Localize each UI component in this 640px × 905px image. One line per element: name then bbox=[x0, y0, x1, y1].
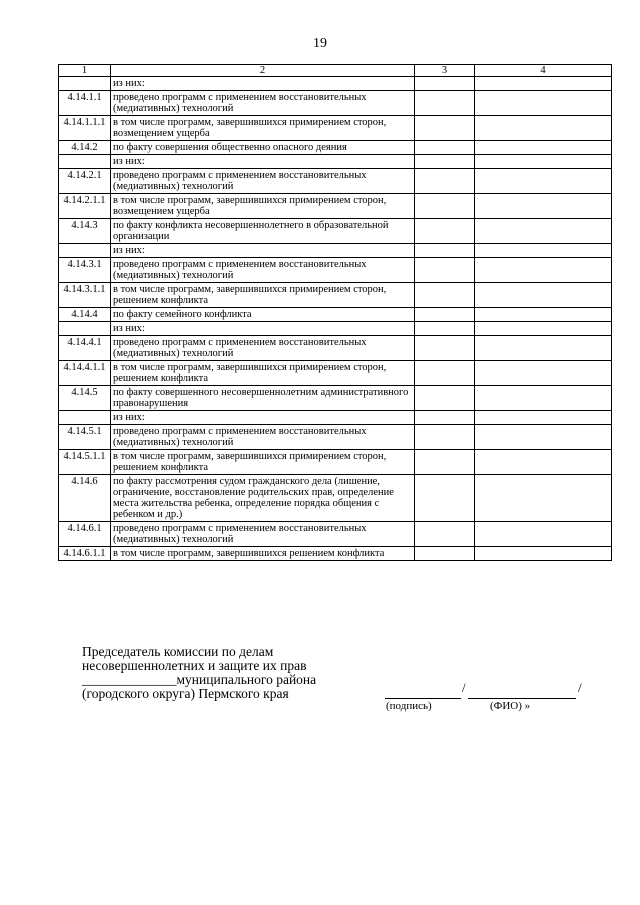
table-row bbox=[59, 411, 612, 425]
row-value-col-3 bbox=[415, 336, 475, 361]
row-number: 4.14.4.1.1 bbox=[59, 361, 111, 386]
row-number: 4.14.2.1 bbox=[59, 169, 111, 194]
header-col-3: 3 bbox=[415, 65, 475, 77]
row-value-col-4 bbox=[475, 361, 612, 386]
row-value-col-3 bbox=[415, 219, 475, 244]
report-table bbox=[58, 64, 612, 561]
row-description: по факту совершенного несовершеннолетним административного правонарушения bbox=[111, 386, 415, 411]
row-value-col-3 bbox=[415, 386, 475, 411]
row-number bbox=[59, 244, 111, 258]
row-value-col-3 bbox=[415, 450, 475, 475]
row-value-col-4 bbox=[475, 322, 612, 336]
table-row bbox=[59, 155, 612, 169]
row-number bbox=[59, 322, 111, 336]
row-number bbox=[59, 411, 111, 425]
row-value-col-3 bbox=[415, 322, 475, 336]
row-value-col-3 bbox=[415, 141, 475, 155]
row-description: проведено программ с применением восстановительных (медиативных) технологий bbox=[111, 522, 415, 547]
row-description: по факту конфликта несовершеннолетнего в образовательной организации bbox=[111, 219, 415, 244]
table-row bbox=[59, 258, 612, 283]
row-description: в том числе программ, завершившихся примирением сторон, решением конфликта bbox=[111, 361, 415, 386]
table-row bbox=[59, 336, 612, 361]
row-value-col-3 bbox=[415, 244, 475, 258]
row-value-col-3 bbox=[415, 155, 475, 169]
header-col-1: 1 bbox=[59, 65, 111, 77]
row-description: проведено программ с применением восстановительных (медиативных) технологий bbox=[111, 425, 415, 450]
table-row bbox=[59, 194, 612, 219]
row-number bbox=[59, 77, 111, 91]
row-value-col-4 bbox=[475, 547, 612, 561]
row-number: 4.14.3 bbox=[59, 219, 111, 244]
row-number: 4.14.1.1 bbox=[59, 91, 111, 116]
row-value-col-3 bbox=[415, 283, 475, 308]
row-value-col-4 bbox=[475, 411, 612, 425]
row-value-col-4 bbox=[475, 219, 612, 244]
table-row bbox=[59, 169, 612, 194]
row-value-col-3 bbox=[415, 258, 475, 283]
row-value-col-4 bbox=[475, 155, 612, 169]
row-value-col-3 bbox=[415, 308, 475, 322]
row-description: из них: bbox=[111, 322, 415, 336]
row-number: 4.14.2 bbox=[59, 141, 111, 155]
row-description: в том числе программ, завершившихся примирением сторон, возмещением ущерба bbox=[111, 116, 415, 141]
row-description: в том числе программ, завершившихся примирением сторон, решением конфликта bbox=[111, 450, 415, 475]
row-value-col-3 bbox=[415, 547, 475, 561]
row-value-col-4 bbox=[475, 386, 612, 411]
row-value-col-4 bbox=[475, 91, 612, 116]
signature-slash-2: / bbox=[578, 680, 582, 695]
signature-line-3: ______________муниципального района bbox=[82, 672, 317, 687]
signature-line-2: несовершеннолетних и защите их прав bbox=[82, 658, 307, 673]
page-number: 19 bbox=[313, 36, 327, 51]
row-number: 4.14.3.1.1 bbox=[59, 283, 111, 308]
row-description: проведено программ с применением восстановительных (медиативных) технологий bbox=[111, 91, 415, 116]
name-caption: (ФИО) » bbox=[490, 700, 531, 712]
signature-line-4: (городского округа) Пермского края bbox=[82, 686, 289, 701]
row-description: из них: bbox=[111, 244, 415, 258]
row-value-col-3 bbox=[415, 194, 475, 219]
table-row bbox=[59, 308, 612, 322]
row-description: из них: bbox=[111, 77, 415, 91]
row-value-col-4 bbox=[475, 336, 612, 361]
row-value-col-4 bbox=[475, 244, 612, 258]
row-number: 4.14.4.1 bbox=[59, 336, 111, 361]
row-number: 4.14.6.1 bbox=[59, 522, 111, 547]
table-row bbox=[59, 425, 612, 450]
table-body bbox=[59, 77, 612, 561]
row-description: в том числе программ, завершившихся решением конфликта bbox=[111, 547, 415, 561]
row-number: 4.14.3.1 bbox=[59, 258, 111, 283]
table-row bbox=[59, 522, 612, 547]
table-row bbox=[59, 450, 612, 475]
table-row bbox=[59, 386, 612, 411]
row-number: 4.14.2.1.1 bbox=[59, 194, 111, 219]
table-row bbox=[59, 91, 612, 116]
row-value-col-4 bbox=[475, 194, 612, 219]
row-value-col-4 bbox=[475, 169, 612, 194]
row-value-col-3 bbox=[415, 91, 475, 116]
row-value-col-3 bbox=[415, 411, 475, 425]
row-number: 4.14.5.1.1 bbox=[59, 450, 111, 475]
table-row bbox=[59, 322, 612, 336]
row-value-col-3 bbox=[415, 425, 475, 450]
header-col-2: 2 bbox=[111, 65, 415, 77]
row-value-col-4 bbox=[475, 522, 612, 547]
row-description: по факту совершения общественно опасного деяния bbox=[111, 141, 415, 155]
table-row bbox=[59, 244, 612, 258]
row-value-col-4 bbox=[475, 258, 612, 283]
row-description: по факту рассмотрения судом гражданского дела (лишение, ограничение, восстановление родительских прав, определение места жительства ребенка, определение порядка общения с ребенком и др.) bbox=[111, 475, 415, 522]
signature-line-1: Председатель комиссии по делам bbox=[82, 644, 274, 659]
row-value-col-4 bbox=[475, 475, 612, 522]
row-value-col-4 bbox=[475, 77, 612, 91]
row-description: в том числе программ, завершившихся примирением сторон, возмещением ущерба bbox=[111, 194, 415, 219]
row-value-col-3 bbox=[415, 522, 475, 547]
table-row bbox=[59, 283, 612, 308]
name-blank-line bbox=[468, 698, 576, 699]
row-description: по факту семейного конфликта bbox=[111, 308, 415, 322]
row-number: 4.14.5 bbox=[59, 386, 111, 411]
row-value-col-4 bbox=[475, 308, 612, 322]
table-row bbox=[59, 219, 612, 244]
row-number: 4.14.5.1 bbox=[59, 425, 111, 450]
row-description: из них: bbox=[111, 411, 415, 425]
row-description: проведено программ с применением восстановительных (медиативных) технологий bbox=[111, 169, 415, 194]
row-value-col-3 bbox=[415, 361, 475, 386]
table-row bbox=[59, 547, 612, 561]
row-description: проведено программ с применением восстановительных (медиативных) технологий bbox=[111, 336, 415, 361]
row-value-col-4 bbox=[475, 450, 612, 475]
table-row bbox=[59, 361, 612, 386]
row-value-col-3 bbox=[415, 77, 475, 91]
row-value-col-4 bbox=[475, 116, 612, 141]
row-value-col-4 bbox=[475, 283, 612, 308]
table-header-row bbox=[59, 65, 612, 77]
row-number: 4.14.1.1.1 bbox=[59, 116, 111, 141]
header-col-4: 4 bbox=[475, 65, 612, 77]
table-row bbox=[59, 77, 612, 91]
signature-block bbox=[82, 645, 316, 701]
signature-caption: (подпись) bbox=[386, 700, 432, 712]
row-value-col-3 bbox=[415, 169, 475, 194]
signature-blank-line bbox=[385, 698, 461, 699]
row-value-col-3 bbox=[415, 116, 475, 141]
signature-slash-1: / bbox=[462, 680, 466, 695]
row-number: 4.14.6 bbox=[59, 475, 111, 522]
row-description: проведено программ с применением восстановительных (медиативных) технологий bbox=[111, 258, 415, 283]
row-description: из них: bbox=[111, 155, 415, 169]
row-value-col-3 bbox=[415, 475, 475, 522]
table-row bbox=[59, 475, 612, 522]
row-value-col-4 bbox=[475, 425, 612, 450]
row-number: 4.14.4 bbox=[59, 308, 111, 322]
row-number: 4.14.6.1.1 bbox=[59, 547, 111, 561]
row-value-col-4 bbox=[475, 141, 612, 155]
row-number bbox=[59, 155, 111, 169]
table-row bbox=[59, 116, 612, 141]
row-description: в том числе программ, завершившихся примирением сторон, решением конфликта bbox=[111, 283, 415, 308]
table-row bbox=[59, 141, 612, 155]
